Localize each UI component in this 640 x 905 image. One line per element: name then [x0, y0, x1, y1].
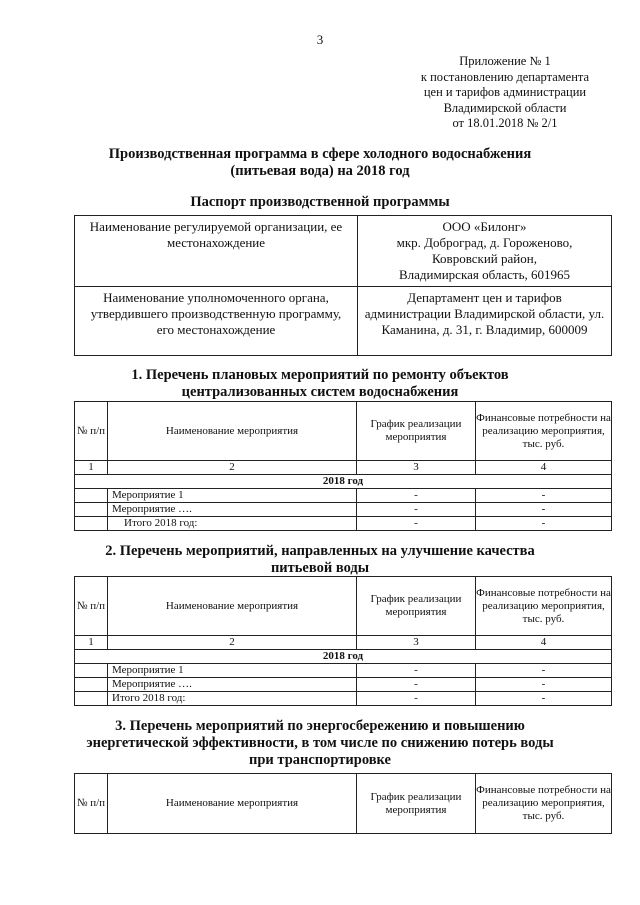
num-cell [75, 489, 108, 503]
name-cell: Мероприятие …. [108, 503, 357, 517]
header-schedule: График реализации мероприятия [357, 774, 476, 834]
finance-cell: - [476, 489, 612, 503]
section2-table [74, 576, 612, 706]
col-index: 2 [108, 461, 357, 475]
table-row [75, 664, 612, 678]
col-index: 2 [108, 636, 357, 650]
schedule-cell: - [357, 503, 476, 517]
section1-title [60, 367, 580, 401]
header-name: Наименование мероприятия [108, 774, 357, 834]
appendix-note [410, 54, 600, 132]
passport-row2-value: Департамент цен и тарифов администрации Владимирской области, ул. Каманина, д. 31, г. Владимир, 600009 [358, 287, 612, 356]
appendix-line: цен и тарифов администрации [423, 85, 587, 99]
main-title [60, 146, 580, 180]
section2-title [60, 543, 580, 577]
col-index: 1 [75, 636, 108, 650]
finance-cell: - [476, 678, 612, 692]
header-finance: Финансовые потребности на реализацию мероприятия, тыс. руб. [476, 774, 612, 834]
finance-cell: - [476, 664, 612, 678]
num-cell [75, 692, 108, 706]
passport-row1-label: Наименование регулируемой организации, ее местонахождение [75, 216, 358, 287]
table-row [75, 678, 612, 692]
total-label: Итого 2018 год: [108, 692, 357, 706]
name-cell: Мероприятие …. [108, 678, 357, 692]
col-index: 1 [75, 461, 108, 475]
num-cell [75, 678, 108, 692]
passport-row2-label: Наименование уполномоченного органа, утвердившего производственную программу, его местонахождение [75, 287, 358, 356]
header-num: № п/п [75, 774, 108, 834]
section-title-line: 3. Перечень мероприятий по энергосбережению и повышению [115, 718, 525, 734]
header-num: № п/п [75, 577, 108, 636]
total-row [75, 517, 612, 531]
col-index: 3 [357, 636, 476, 650]
section-title-line: централизованных систем водоснабжения [181, 384, 459, 400]
section-title-line: питьевой воды [270, 560, 370, 576]
schedule-cell: - [357, 489, 476, 503]
section-title-line: энергетической эффективности, в том числе по снижению потерь воды [86, 735, 554, 751]
header-schedule: График реализации мероприятия [357, 402, 476, 461]
value-line: Владимирская область, 601965 [399, 267, 570, 282]
section3-table [74, 773, 612, 834]
name-cell: Мероприятие 1 [108, 664, 357, 678]
table-row [75, 489, 612, 503]
value-line: мкр. Доброград, д. Гороженово, [396, 235, 573, 250]
header-num: № п/п [75, 402, 108, 461]
col-index: 3 [357, 461, 476, 475]
year-row: 2018 год [75, 475, 612, 489]
appendix-line: Приложение № 1 [459, 54, 551, 68]
header-finance: Финансовые потребности на реализацию мероприятия, тыс. руб. [476, 577, 612, 636]
appendix-line: к постановлению департамента [420, 69, 590, 84]
finance-cell: - [476, 517, 612, 531]
passport-table [74, 215, 612, 356]
finance-cell: - [476, 692, 612, 706]
col-index: 4 [476, 461, 612, 475]
year-row: 2018 год [75, 650, 612, 664]
schedule-cell: - [357, 517, 476, 531]
header-finance: Финансовые потребности на реализацию мероприятия, тыс. руб. [476, 402, 612, 461]
finance-cell: - [476, 503, 612, 517]
header-name: Наименование мероприятия [108, 402, 357, 461]
appendix-line: Владимирской области [443, 100, 567, 115]
passport-title: Паспорт производственной программы [190, 194, 450, 210]
value-line: ООО «Билонг» [442, 219, 527, 234]
section1-table [74, 401, 612, 531]
col-index: 4 [476, 636, 612, 650]
section-title-line: 2. Перечень мероприятий, направленных на улучшение качества [105, 543, 535, 559]
header-schedule: График реализации мероприятия [357, 577, 476, 636]
appendix-line: от 18.01.2018 № 2/1 [452, 116, 558, 130]
schedule-cell: - [357, 692, 476, 706]
main-title-line: Производственная программа в сфере холодного водоснабжения [108, 146, 532, 162]
value-line: Ковровский район, [432, 251, 537, 266]
num-cell [75, 503, 108, 517]
total-label: Итого 2018 год: [108, 517, 357, 531]
passport-row1-value [358, 216, 612, 287]
section-title-line: 1. Перечень плановых мероприятий по ремонту объектов [131, 367, 509, 383]
num-cell [75, 517, 108, 531]
num-cell [75, 664, 108, 678]
total-row [75, 692, 612, 706]
table-row [75, 503, 612, 517]
section3-title [60, 718, 580, 769]
schedule-cell: - [357, 664, 476, 678]
main-title-line: (питьевая вода) на 2018 год [230, 163, 410, 179]
schedule-cell: - [357, 678, 476, 692]
header-name: Наименование мероприятия [108, 577, 357, 636]
page-number: 3 [316, 32, 324, 47]
section-title-line: при транспортировке [249, 752, 391, 768]
name-cell: Мероприятие 1 [108, 489, 357, 503]
